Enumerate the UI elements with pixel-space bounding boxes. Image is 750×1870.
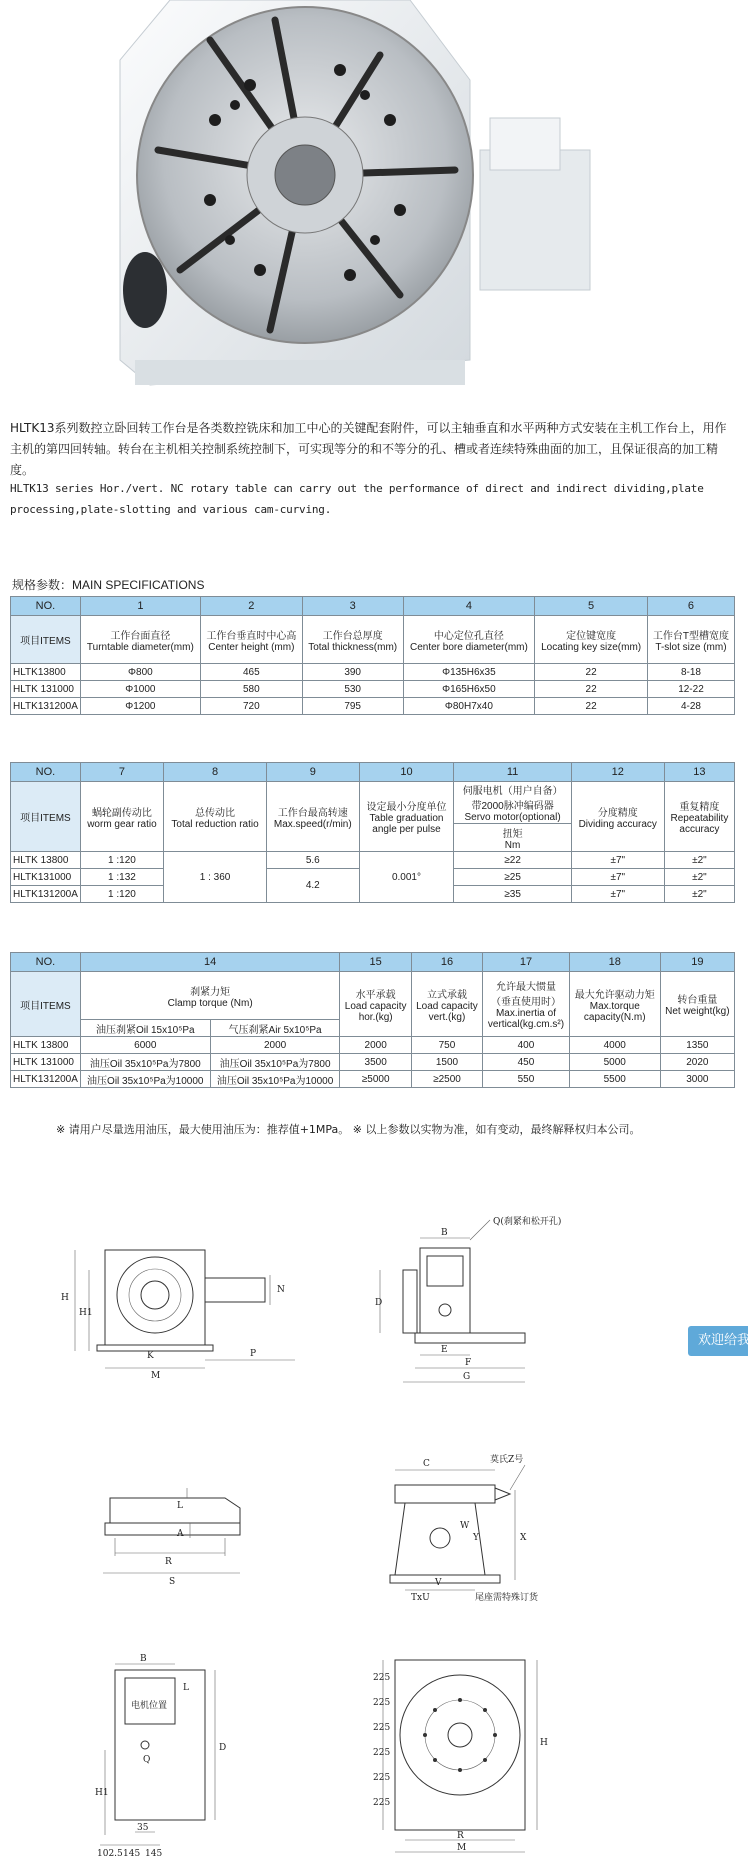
dim-label: S xyxy=(169,1577,176,1587)
cell: 5500 xyxy=(569,1071,660,1088)
col-num: 1 xyxy=(80,597,200,616)
dim-label: 225 xyxy=(373,1798,391,1808)
cell: ≥5000 xyxy=(340,1071,411,1088)
col-header: 总传动比 Total reduction ratio xyxy=(164,782,267,852)
spec-table-2 xyxy=(10,762,735,903)
no-label: NO. xyxy=(11,597,81,616)
col-num: 16 xyxy=(411,953,482,972)
spec-title: 规格参数：MAIN SPECIFICATIONS xyxy=(12,578,205,592)
dim-label: V xyxy=(435,1578,442,1588)
col-num: 5 xyxy=(535,597,648,616)
intro-english: HLTK13 series Hor./vert. NC rotary table can carry out the performance of direct and indirect dividing,plate processing,plate-slotting and various cam-curving. xyxy=(10,482,704,516)
cell: 2000 xyxy=(210,1037,340,1054)
dim-label: E xyxy=(441,1345,448,1355)
dim-label: D xyxy=(219,1743,227,1753)
table-row xyxy=(11,698,735,715)
cell: 400 xyxy=(483,1037,570,1054)
dim-label: H xyxy=(61,1293,69,1303)
cell: 6000 xyxy=(80,1037,210,1054)
cell: 450 xyxy=(483,1054,570,1071)
cell: 1 :120 xyxy=(80,886,163,903)
cell: 750 xyxy=(411,1037,482,1054)
dim-label: Q xyxy=(143,1755,151,1765)
dim-label: 225 xyxy=(373,1773,391,1783)
cell: 2000 xyxy=(340,1037,411,1054)
col-header: 水平承载 Load capacity hor.(kg) xyxy=(340,972,411,1037)
table-row xyxy=(11,1054,735,1071)
dim-label: F xyxy=(465,1358,472,1368)
spec-table-1 xyxy=(10,596,735,715)
cell: 油压Oil 35x10⁵Pa为10000 xyxy=(210,1071,340,1088)
dim-label: B xyxy=(140,1654,147,1664)
dim-label: L xyxy=(183,1683,189,1693)
col-num: 3 xyxy=(302,597,403,616)
col-subheader: 扭矩 Nm xyxy=(454,824,571,852)
cell: Φ1200 xyxy=(80,698,200,715)
no-label: NO. xyxy=(11,953,81,972)
dim-label: 电机位置 xyxy=(131,1701,168,1711)
cell: 油压Oil 35x10⁵Pa为7800 xyxy=(210,1054,340,1071)
col-header: 分度精度 Dividing accuracy xyxy=(571,782,664,852)
cell: 530 xyxy=(302,681,403,698)
dim-label: B xyxy=(441,1228,448,1238)
col-num: 12 xyxy=(571,763,664,782)
dim-label: R xyxy=(165,1557,172,1567)
footnote: ※ 请用户尽量选用油压，最大使用油压为：推荐值+1MPa。 ※ 以上参数以实物为准，如有变动，最终解释权归本公司。 xyxy=(56,1123,641,1136)
model-name: HLTK131200A xyxy=(11,1071,81,1088)
dim-label: 145 xyxy=(145,1849,163,1859)
cell: 4.2 xyxy=(267,869,359,903)
drawing-hole-pattern xyxy=(375,1650,555,1860)
intro-chinese: HLTK13系列数控立卧回转工作台是各类数控铣床和加工中心的关键配套附件，可以主轴垂直和水平两种方式安装在主机工作台上，用作主机的第四回转轴。转台在主机相关控制系统控制下，可实现等分的和不等分的孔、槽或者连续特殊曲面的加工，且保证很高的加工精度。 xyxy=(10,421,727,477)
col-num: 13 xyxy=(664,763,734,782)
drawing-tailstock xyxy=(375,1440,565,1603)
dim-label: 尾座需特殊订货 xyxy=(475,1593,539,1603)
col-num: 8 xyxy=(164,763,267,782)
cell: Φ1000 xyxy=(80,681,200,698)
table-row xyxy=(11,664,735,681)
cell: Φ800 xyxy=(80,664,200,681)
dim-label: 225 xyxy=(373,1673,391,1683)
dim-label: 莫氏Z号 xyxy=(490,1455,524,1465)
cell: 1 :132 xyxy=(80,869,163,886)
dim-label: R xyxy=(457,1831,464,1841)
col-num: 11 xyxy=(454,763,571,782)
cell: ±7" xyxy=(571,869,664,886)
col-num: 19 xyxy=(660,953,734,972)
dim-label: D xyxy=(375,1298,383,1308)
dim-label: Q(刹紧和松开孔) xyxy=(493,1217,562,1227)
col-num: 7 xyxy=(80,763,163,782)
col-header: 设定最小分度单位 Table graduation angle per pulse xyxy=(359,782,454,852)
items-label: 项目ITEMS xyxy=(11,782,81,852)
cell: 1 :120 xyxy=(80,852,163,869)
model-name: HLTK 131000 xyxy=(11,681,81,698)
cell: 5000 xyxy=(569,1054,660,1071)
cell: 8-18 xyxy=(647,664,734,681)
col-header: 允许最大惯量 （垂直使用时） Max.inertia of vertical(kg.cm.s²) xyxy=(483,972,570,1037)
cell: 1500 xyxy=(411,1054,482,1071)
model-name: HLTK 13800 xyxy=(11,1037,81,1054)
cell: ≥2500 xyxy=(411,1071,482,1088)
items-label: 项目ITEMS xyxy=(11,616,81,664)
cell: 22 xyxy=(535,664,648,681)
cell: 12-22 xyxy=(647,681,734,698)
table-row xyxy=(11,681,735,698)
cell: ≥22 xyxy=(454,852,571,869)
col-subheader: 气压刹紧Air 5x10⁵Pa xyxy=(210,1020,340,1037)
dim-label: X xyxy=(520,1533,527,1543)
dim-label: K xyxy=(147,1351,154,1361)
col-num: 10 xyxy=(359,763,454,782)
col-header: 转台重量 Net weight(kg) xyxy=(660,972,734,1037)
cell: Φ80H7x40 xyxy=(403,698,535,715)
dim-label: G xyxy=(463,1372,471,1382)
cell: 580 xyxy=(200,681,302,698)
cell: 5.6 xyxy=(267,852,359,869)
table-row xyxy=(11,1071,735,1088)
cell: 720 xyxy=(200,698,302,715)
cell: ±2" xyxy=(664,869,734,886)
items-label: 项目ITEMS xyxy=(11,972,81,1037)
cell: 390 xyxy=(302,664,403,681)
col-header: 工作台垂直时中心高 Center height (mm) xyxy=(200,616,302,664)
col-subheader: 油压刹紧Oil 15x10⁵Pa xyxy=(80,1020,210,1037)
cell: 465 xyxy=(200,664,302,681)
rotary-table-photo xyxy=(110,0,630,395)
col-header: 伺服电机（用户自备） 带2000脉冲编码器 Servo motor(optional) xyxy=(454,782,571,824)
cell: 油压Oil 35x10⁵Pa为7800 xyxy=(80,1054,210,1071)
col-header: 立式承载 Load capacity vert.(kg) xyxy=(411,972,482,1037)
dim-label: L xyxy=(177,1501,183,1511)
col-num: 18 xyxy=(569,953,660,972)
model-name: HLTK 13800 xyxy=(11,852,81,869)
model-name: HLTK131200A xyxy=(11,886,81,903)
col-header: 最大允许驱动力矩 Max.torque capacity(N.m) xyxy=(569,972,660,1037)
col-header: 刹紧力矩 Clamp torque (Nm) xyxy=(80,972,340,1020)
col-num: 9 xyxy=(267,763,359,782)
cell: 油压Oil 35x10⁵Pa为10000 xyxy=(80,1071,210,1088)
table-row xyxy=(11,852,735,869)
col-num: 14 xyxy=(80,953,340,972)
cell: 4-28 xyxy=(647,698,734,715)
model-name: HLTK131200A xyxy=(11,698,81,715)
cell: 22 xyxy=(535,698,648,715)
col-header: 工作台面直径 Turntable diameter(mm) xyxy=(80,616,200,664)
drawing-top-view xyxy=(95,1650,235,1860)
col-num: 17 xyxy=(483,953,570,972)
dim-label: P xyxy=(250,1349,257,1359)
dim-label: N xyxy=(277,1285,285,1295)
cell: 2020 xyxy=(660,1054,734,1071)
cell: ≥25 xyxy=(454,869,571,886)
dim-label: 102.5 xyxy=(97,1849,123,1859)
cell: 4000 xyxy=(569,1037,660,1054)
dim-label: A xyxy=(177,1529,184,1539)
no-label: NO. xyxy=(11,763,81,782)
drawing-base-view xyxy=(95,1478,255,1598)
dim-label: M xyxy=(457,1843,467,1853)
cell: Φ135H6x35 xyxy=(403,664,535,681)
model-name: HLTK 131000 xyxy=(11,1054,81,1071)
dim-label: 225 xyxy=(373,1748,391,1758)
dim-label: 35 xyxy=(137,1823,149,1833)
dim-label: 225 xyxy=(373,1723,391,1733)
dim-label: 145 xyxy=(123,1849,141,1859)
dim-label: Y xyxy=(473,1533,479,1543)
col-num: 4 xyxy=(403,597,535,616)
dim-label: H1 xyxy=(95,1788,109,1798)
cell: 3500 xyxy=(340,1054,411,1071)
cell: ±2" xyxy=(664,852,734,869)
dim-label: TxU xyxy=(411,1593,430,1603)
col-num: 6 xyxy=(647,597,734,616)
col-num: 15 xyxy=(340,953,411,972)
cell: Φ165H6x50 xyxy=(403,681,535,698)
cell: ±7" xyxy=(571,886,664,903)
col-num: 2 xyxy=(200,597,302,616)
model-name: HLTK13800 xyxy=(11,664,81,681)
cell: ≥35 xyxy=(454,886,571,903)
dim-label: W xyxy=(460,1521,470,1531)
col-header: 蜗轮副传动比 worm gear ratio xyxy=(80,782,163,852)
cell: ±7" xyxy=(571,852,664,869)
cell: 1350 xyxy=(660,1037,734,1054)
dim-label: H xyxy=(540,1738,548,1748)
cell: 0.001° xyxy=(359,852,454,903)
dim-label: C xyxy=(423,1459,430,1469)
cell: 550 xyxy=(483,1071,570,1088)
dim-label: H1 xyxy=(79,1308,93,1318)
col-header: 定位键宽度 Locating key size(mm) xyxy=(535,616,648,664)
dim-label: 225 xyxy=(373,1698,391,1708)
drawing-side-view xyxy=(375,1210,585,1390)
table-row xyxy=(11,1037,735,1054)
cell: 795 xyxy=(302,698,403,715)
col-header: 工作台T型槽宽度 T-slot size (mm) xyxy=(647,616,734,664)
welcome-chat-button[interactable]: 欢迎给我 xyxy=(688,1326,748,1356)
cell: 22 xyxy=(535,681,648,698)
dim-label: M xyxy=(151,1371,161,1381)
cell: 1 : 360 xyxy=(164,852,267,903)
col-header: 工作台最高转速 Max.speed(r/min) xyxy=(267,782,359,852)
col-header: 中心定位孔直径 Center bore diameter(mm) xyxy=(403,616,535,664)
cell: ±2" xyxy=(664,886,734,903)
spec-table-3 xyxy=(10,952,735,1088)
col-header: 重复精度 Repeatability accuracy xyxy=(664,782,734,852)
drawing-front-view xyxy=(55,1230,295,1380)
col-header: 工作台总厚度 Total thickness(mm) xyxy=(302,616,403,664)
model-name: HLTK131000 xyxy=(11,869,81,886)
cell: 3000 xyxy=(660,1071,734,1088)
